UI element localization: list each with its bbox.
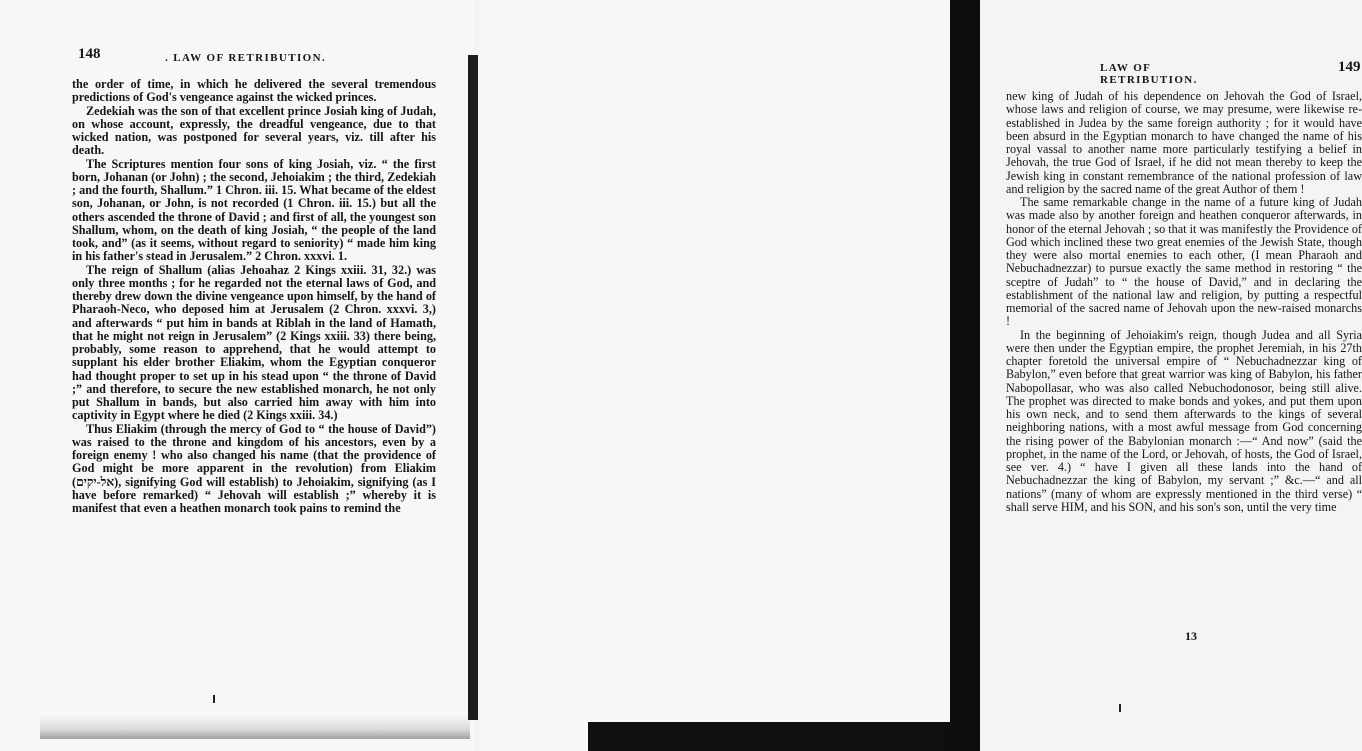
right-running-head: LAW OF RETRIBUTION. <box>1100 62 1198 86</box>
left-paragraph: The Scriptures mention four sons of king Josiah, viz. “ the first born, Johanan (or John) ; the second, Jehoiakim ; the third, Zedekiah ; and the fourth, Shallum.” 1 Chron. iii. 15. What became of the eldest son, Johanan, or John, is not recorded (1 Chron. iii. 15.) but all the others ascended the throne of David ; and first of all, the youngest son Shallum, whom, on the death of king Josiah, “ the people of the land took, and” (as it seems, without regard to seniority) “ made him king in his father's stead in Jerusalem.” 2 Chron. xxxvi. 1. <box>72 156 436 264</box>
print-mark <box>1119 704 1121 712</box>
left-page <box>0 0 474 751</box>
left-paragraph: The reign of Shallum (alias Jehoahaz 2 Kings xxiii. 31, 32.) was only three months ; for he regarded not the eternal laws of God, and thereby drew down the divine vengeance upon himself, by the hand of Pharaoh-Neco, who deposed him at Jerusalem (2 Chron. xxxvi. 3,) and afterwards “ put him in bands at Riblah in the land of Hamath, that he might not reign in Jerusalem” (2 Kings xxiii. 33) there being, probably, some reason to apprehend, that he would attempt to supplant his elder brother Eliakim, whom the Egyptian conqueror had thought proper to set up in his stead upon “ the throne of David ;” and therefore, to secure the new established monarch, he not only put Shallum in bands, but also carried him away with him into captivity in Egypt where he died (2 Kings xxiii. 34.) <box>72 262 436 423</box>
right-paragraph: new king of Judah of his dependence on Jehovah the God of Israel, whose laws and religion of course, we may presume, were likewise re-established in Judea by the same foreign authority ; for it would have been absurd in the Egyptian monarch to have changed the name of his royal vassal to another name more particularly testifying a belief in Jehovah, the true God of Israel, if he did not mean thereby to keep the Jewish king in constant remembrance of the national profession of law and religion by the sacred name of the great Author of them ! <box>1006 89 1362 196</box>
left-paragraph: the order of time, in which he delivered the several tremendous predictions of God's vengeance against the wicked princes. <box>72 77 436 105</box>
page-shadow <box>40 715 470 739</box>
signature-mark: 13 <box>1185 629 1197 643</box>
right-paragraph: In the beginning of Jehoiakim's reign, though Judea and all Syria were then under the Egyptian empire, the prophet Jeremiah, in his 27th chapter foretold the universal empire of “ Nebuchadnezzar king of Babylon,” even before that great warrior was king of Babylon, his father Nabopollasar, who was also called Nebuchodonosor, being still alive. The prophet was directed to make bonds and yokes, and put them upon his own neck, and to send them afterwards to the kings of several neighboring nations, with a most awful message from God concerning the rising power of the Babylonian monarch :—“ And now” (said the prophet, in the name of the Lord, or Jehovah, of hosts, the God of Israel, see ver. 4.) “ have I given all these lands into the hand of Nebuchadnezzar the king of Babylon, my servant ;” &c.—“ and all nations” (many of whom are expressly mentioned in the third verse) “ shall serve HIM, and his SON, and his son's son, until the very time <box>1006 327 1362 514</box>
right-paragraph: The same remarkable change in the name of a future king of Judah was made also by another foreign and heathen conqueror afterwards, in honor of the eternal Jehovah ; so that it was manifestly the Providence of God which inclined these two great enemies of the Jewish State, though they were also mortal enemies to each other, (I mean Pharaoh and Nebuchadnezzar) to pursue exactly the same method in restoring “ the sceptre of Judah” to “ the house of David,” and in declaring the establishment of the national law and religion, by putting a respectful memorial of the sacred name of Jehovah upon the new-raised monarchs ! <box>1006 195 1362 329</box>
print-mark <box>213 695 215 703</box>
right-page <box>480 0 1362 751</box>
left-page-number: 148 <box>78 46 101 62</box>
left-running-head: . LAW OF RETRIBUTION. <box>165 52 327 64</box>
scan-edge-right <box>950 0 980 751</box>
scan-edge-bottom <box>588 722 958 751</box>
left-paragraph: Zedekiah was the son of that excellent prince Josiah king of Judah, on whose account, expressly, the dreadful vengeance, due to that wicked nation, was postponed for several years, viz. till after his death. <box>72 103 436 158</box>
right-text-column <box>1006 90 1362 514</box>
left-paragraph: Thus Eliakim (through the mercy of God to “ the house of David”) was raised to the throne and kingdom of his ancestors, even by a foreign enemy ! who also changed his name (that the providence of God might be more apparent in the revolution) from Eliakim (אל-יקים), signifying God will establish) to Jehoiakim, signifying (as I have before remarked) “ Jehovah will establish ;” whereby it is manifest that even a heathen monarch took pains to remind the <box>72 421 436 515</box>
right-page-number: 149 <box>1338 59 1361 75</box>
book-gutter <box>468 55 478 720</box>
left-text-column <box>72 78 436 515</box>
